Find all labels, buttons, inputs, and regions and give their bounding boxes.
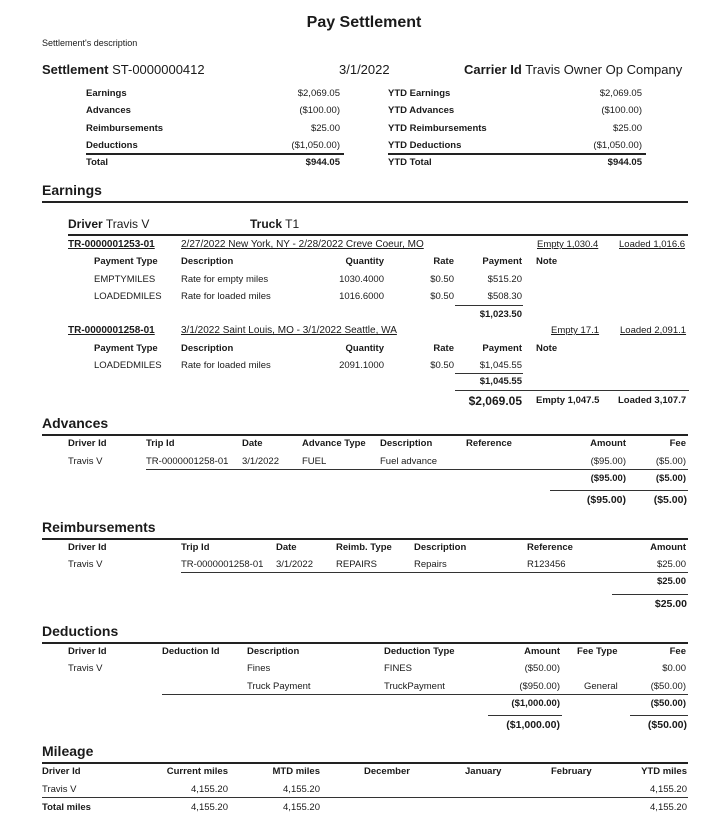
mileage-total-current: 4,155.20 (191, 802, 228, 813)
earnings-total-empty: Empty 1,047.5 (536, 395, 600, 406)
payment-rate: $0.50 (430, 274, 454, 285)
trip-subtotal-divider (455, 373, 523, 374)
ytd-value: $25.00 (612, 123, 642, 134)
advances-total-amount: ($95.00) (586, 494, 626, 506)
deduction-amount: ($50.00) (524, 663, 560, 674)
deductions-section-title: Deductions (42, 623, 119, 639)
advances-divider (42, 434, 688, 436)
col-driver-id: Driver Id (42, 766, 81, 777)
col-driver-id: Driver Id (68, 438, 107, 449)
col-payment: Payment (482, 256, 522, 267)
col-date: Date (276, 542, 297, 553)
trip-subtotal: $1,023.50 (479, 309, 522, 320)
earnings-section-title: Earnings (42, 182, 102, 198)
reimbursements-section-title: Reimbursements (42, 519, 156, 535)
advance-date: 3/1/2022 (242, 456, 279, 467)
advance-trip: TR-0000001258-01 (146, 456, 229, 467)
trip-route-link[interactable]: 2/27/2022 New York, NY - 2/28/2022 Creve Coeur, MO (181, 239, 424, 250)
payment-rate: $0.50 (430, 291, 454, 302)
summary-label: Earnings (86, 88, 127, 99)
col-fee: Fee (669, 646, 686, 657)
col-trip-id: Trip Id (146, 438, 175, 449)
trip-subtotal: $1,045.55 (479, 376, 522, 387)
deductions-total-amount-divider (488, 715, 562, 716)
mileage-divider (42, 762, 688, 764)
col-description: Description (380, 438, 433, 449)
carrier-group (464, 62, 682, 77)
trip-empty-miles[interactable]: Empty 1,030.4 (537, 239, 599, 250)
summary-total-label: Total (86, 157, 108, 168)
payment-rate: $0.50 (430, 360, 454, 371)
deduction-fee-type: General (584, 681, 618, 692)
deduction-fee: ($50.00) (650, 681, 686, 692)
col-deduction-type: Deduction Type (384, 646, 455, 657)
ytd-label: YTD Earnings (388, 88, 451, 99)
advances-subtotal-divider (146, 469, 688, 470)
trip-loaded-miles[interactable]: Loaded 2,091.1 (620, 325, 687, 336)
trip-loaded-miles[interactable]: Loaded 1,016.6 (619, 239, 686, 250)
col-driver-id: Driver Id (68, 646, 107, 657)
col-reference: Reference (527, 542, 573, 553)
col-note: Note (536, 256, 558, 267)
summary-label: Deductions (86, 140, 138, 151)
ytd-value: $2,069.05 (599, 88, 642, 99)
settlement-date: 3/1/2022 (339, 62, 390, 77)
summary-label: Advances (86, 105, 131, 116)
col-advance-type: Advance Type (302, 438, 366, 449)
advance-description: Fuel advance (380, 456, 438, 467)
trip-subtotal-divider (455, 305, 523, 306)
reimbursements-total-divider (612, 594, 688, 595)
advances-subtotal-fee: ($5.00) (655, 473, 686, 484)
advance-type: FUEL (302, 456, 327, 467)
trip-id-link[interactable]: TR-0000001258-01 (68, 325, 155, 336)
payment-amount: $508.30 (487, 291, 522, 302)
advances-total-divider (550, 490, 688, 491)
col-rate: Rate (433, 343, 454, 354)
deductions-total-fee-divider (630, 715, 688, 716)
mileage-mtd: 4,155.20 (283, 784, 320, 795)
advances-total-fee: ($5.00) (653, 494, 687, 506)
deduction-fee: $0.00 (662, 663, 686, 674)
col-quantity: Quantity (345, 343, 384, 354)
deductions-total-fee: ($50.00) (647, 719, 687, 731)
trip-id-link[interactable]: TR-0000001253-01 (68, 239, 155, 250)
trip-empty-miles[interactable]: Empty 17.1 (551, 325, 600, 336)
mileage-total-label: Total miles (42, 802, 91, 813)
mileage-section-title: Mileage (42, 743, 94, 759)
ytd-total-label: YTD Total (388, 157, 432, 168)
col-current-miles: Current miles (166, 766, 228, 777)
col-payment: Payment (482, 343, 522, 354)
driver-name: Travis V (105, 217, 150, 231)
reimb-driver: Travis V (68, 559, 103, 570)
reimbursements-subtotal: $25.00 (656, 576, 686, 587)
col-reimb-type: Reimb. Type (336, 542, 392, 553)
col-amount: Amount (524, 646, 560, 657)
ytd-label: YTD Advances (388, 105, 455, 116)
deduction-description: Fines (247, 663, 271, 674)
col-date: Date (242, 438, 263, 449)
payment-description: Rate for empty miles (181, 274, 269, 285)
truck-label: Truck (250, 217, 283, 231)
col-rate: Rate (433, 256, 454, 267)
col-description: Description (181, 343, 234, 354)
earnings-total: $2,069.05 (468, 394, 522, 408)
page-title: Pay Settlement (306, 14, 422, 31)
ytd-value: ($1,050.00) (593, 140, 642, 151)
driver-divider (68, 234, 688, 236)
col-december: December (364, 766, 410, 777)
earnings-divider (42, 201, 688, 203)
col-payment-type: Payment Type (94, 343, 158, 354)
col-february: February (551, 766, 592, 777)
col-reference: Reference (466, 438, 512, 449)
payment-quantity: 1030.4000 (339, 274, 384, 285)
reimbursements-subtotal-divider (181, 572, 688, 573)
col-fee: Fee (669, 438, 686, 449)
deductions-subtotal-amount: ($1,000.00) (511, 698, 560, 709)
deductions-total-amount: ($1,000.00) (506, 719, 560, 731)
mileage-current: 4,155.20 (191, 784, 228, 795)
summary-divider (86, 153, 344, 155)
reimb-trip: TR-0000001258-01 (181, 559, 264, 570)
settlement-id: ST-0000000412 (112, 62, 205, 77)
settlement-id-group (42, 62, 205, 77)
deduction-driver: Travis V (68, 663, 103, 674)
ytd-value: ($100.00) (601, 105, 642, 116)
col-mtd-miles: MTD miles (272, 766, 320, 777)
payment-amount: $1,045.55 (479, 360, 522, 371)
col-deduction-id: Deduction Id (162, 646, 220, 657)
summary-total-value: $944.05 (305, 157, 340, 168)
payment-type: LOADEDMILES (94, 291, 162, 302)
advance-driver: Travis V (68, 456, 103, 467)
mileage-total-divider (42, 797, 688, 798)
payment-amount: $515.20 (487, 274, 522, 285)
reimb-description: Repairs (414, 559, 447, 570)
advances-subtotal-amount: ($95.00) (590, 473, 626, 484)
deductions-subtotal-divider (162, 694, 688, 695)
payment-type: EMPTYMILES (94, 274, 156, 285)
summary-value: ($1,050.00) (291, 140, 340, 151)
deduction-description: Truck Payment (247, 681, 311, 692)
col-note: Note (536, 343, 558, 354)
reimb-type: REPAIRS (336, 559, 378, 570)
payment-quantity: 1016.6000 (339, 291, 384, 302)
carrier-label: Carrier Id (464, 62, 522, 77)
ytd-divider (388, 153, 646, 155)
mileage-driver: Travis V (42, 784, 77, 795)
advances-section-title: Advances (42, 415, 109, 431)
col-amount: Amount (590, 438, 626, 449)
advance-fee: ($5.00) (655, 456, 686, 467)
truck-name: T1 (285, 217, 300, 231)
deduction-type: FINES (384, 663, 412, 674)
col-payment-type: Payment Type (94, 256, 158, 267)
settlement-description: Settlement's description (42, 38, 138, 48)
col-ytd-miles: YTD miles (641, 766, 687, 777)
payment-description: Rate for loaded miles (181, 291, 271, 302)
summary-value: $2,069.05 (297, 88, 340, 99)
col-quantity: Quantity (345, 256, 384, 267)
summary-value: $25.00 (310, 123, 340, 134)
payment-quantity: 2091.1000 (339, 360, 384, 371)
col-fee-type: Fee Type (577, 646, 618, 657)
col-description: Description (181, 256, 234, 267)
earnings-total-divider (455, 390, 689, 391)
mileage-ytd: 4,155.20 (650, 784, 687, 795)
summary-label: Reimbursements (86, 123, 164, 134)
mileage-total-ytd: 4,155.20 (650, 802, 687, 813)
reimbursements-divider (42, 538, 688, 540)
ytd-label: YTD Reimbursements (388, 123, 487, 134)
truck-group (250, 217, 299, 231)
col-amount: Amount (650, 542, 686, 553)
mileage-total-mtd: 4,155.20 (283, 802, 320, 813)
advance-amount: ($95.00) (590, 456, 626, 467)
col-driver-id: Driver Id (68, 542, 107, 553)
deductions-subtotal-fee: ($50.00) (650, 698, 686, 709)
col-january: January (465, 766, 502, 777)
settlement-label: Settlement (42, 62, 109, 77)
payment-description: Rate for loaded miles (181, 360, 271, 371)
deduction-amount: ($950.00) (519, 681, 560, 692)
deduction-type: TruckPayment (384, 681, 445, 692)
driver-group (68, 217, 149, 231)
trip-route-link[interactable]: 3/1/2022 Saint Louis, MO - 3/1/2022 Seattle, WA (181, 325, 397, 336)
driver-label: Driver (68, 217, 103, 231)
col-description: Description (247, 646, 300, 657)
earnings-total-loaded: Loaded 3,107.7 (618, 395, 687, 406)
deductions-divider (42, 642, 688, 644)
reimb-date: 3/1/2022 (276, 559, 313, 570)
reimb-amount: $25.00 (656, 559, 686, 570)
ytd-label: YTD Deductions (388, 140, 462, 151)
col-description: Description (414, 542, 467, 553)
col-trip-id: Trip Id (181, 542, 210, 553)
payment-type: LOADEDMILES (94, 360, 162, 371)
carrier-name: Travis Owner Op Company (525, 62, 683, 77)
ytd-total-value: $944.05 (607, 157, 642, 168)
reimbursements-total: $25.00 (654, 598, 687, 610)
reimb-reference: R123456 (527, 559, 566, 570)
summary-value: ($100.00) (299, 105, 340, 116)
